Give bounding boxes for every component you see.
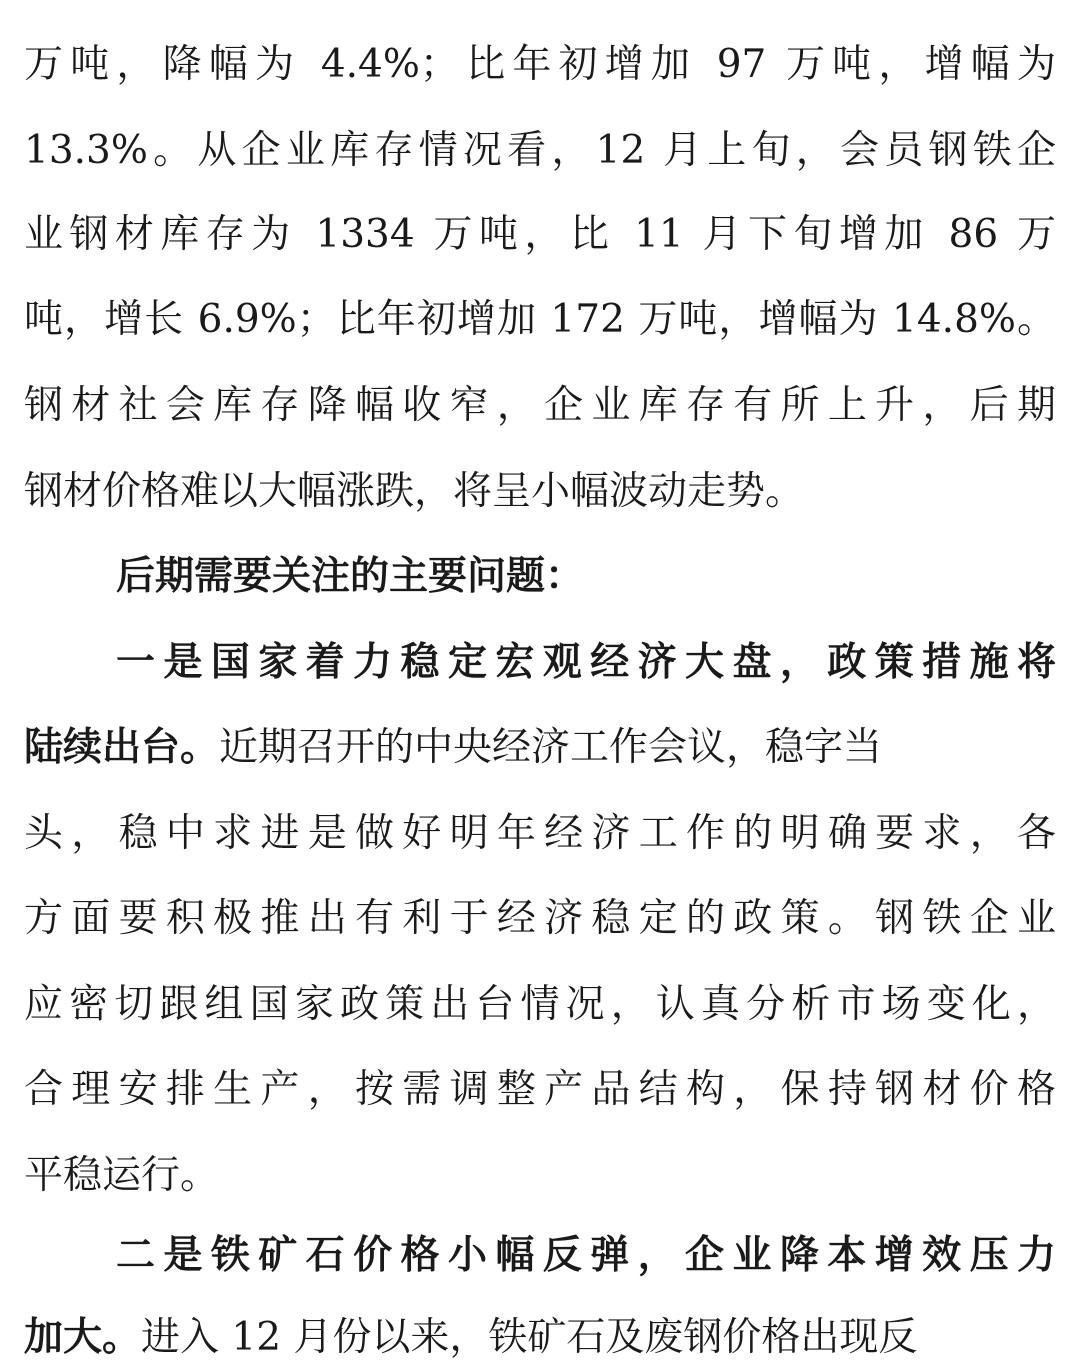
point1-title: 一是国家着力稳定宏观经济大盘，政策措施将 [116,640,1056,685]
point1-title-end: 陆续出台。 [24,725,220,770]
paragraph-line: 头，稳中求进是做好明年经济工作的明确要求，各 [24,811,1056,856]
paragraph-line: 钢材价格难以大幅涨跌，将呈小幅波动走势。 [24,469,805,514]
point2-title: 二是铁矿石价格小幅反弹，企业降本增效压力 [116,1233,1056,1278]
paragraph-line: 13.3%。从企业库存情况看，12 月上旬，会员钢铁企 [24,128,1056,173]
point2-title-end: 加大。 [24,1315,142,1360]
paragraph-line: 合理安排生产，按需调整产品结构，保持钢材价格 [24,1067,1056,1112]
paragraph-line: 应密切跟组国家政策出台情况，认真分析市场变化， [24,982,1056,1027]
section-heading: 后期需要关注的主要问题： [116,554,585,599]
paragraph-line: 万吨，降幅为 4.4%；比年初增加 97 万吨，增幅为 [24,42,1056,87]
point2-line [24,1308,1056,1368]
point2-text: 进入 12 月份以来，铁矿石及废钢价格出现反 [141,1315,918,1360]
paragraph-line: 平稳运行。 [24,1153,220,1198]
point1-line [24,718,1056,778]
point1-text: 近期召开的中央经济工作会议，稳字当 [219,725,883,770]
paragraph-line: 钢材社会库存降幅收窄，企业库存有所上升，后期 [24,383,1056,428]
paragraph-line: 吨，增长 6.9%；比年初增加 172 万吨，增幅为 14.8%。 [24,297,1056,342]
paragraph-line: 方面要积极推出有利于经济稳定的政策。钢铁企业 [24,896,1056,941]
paragraph-line: 业钢材库存为 1334 万吨，比 11 月下旬增加 86 万 [24,212,1056,257]
